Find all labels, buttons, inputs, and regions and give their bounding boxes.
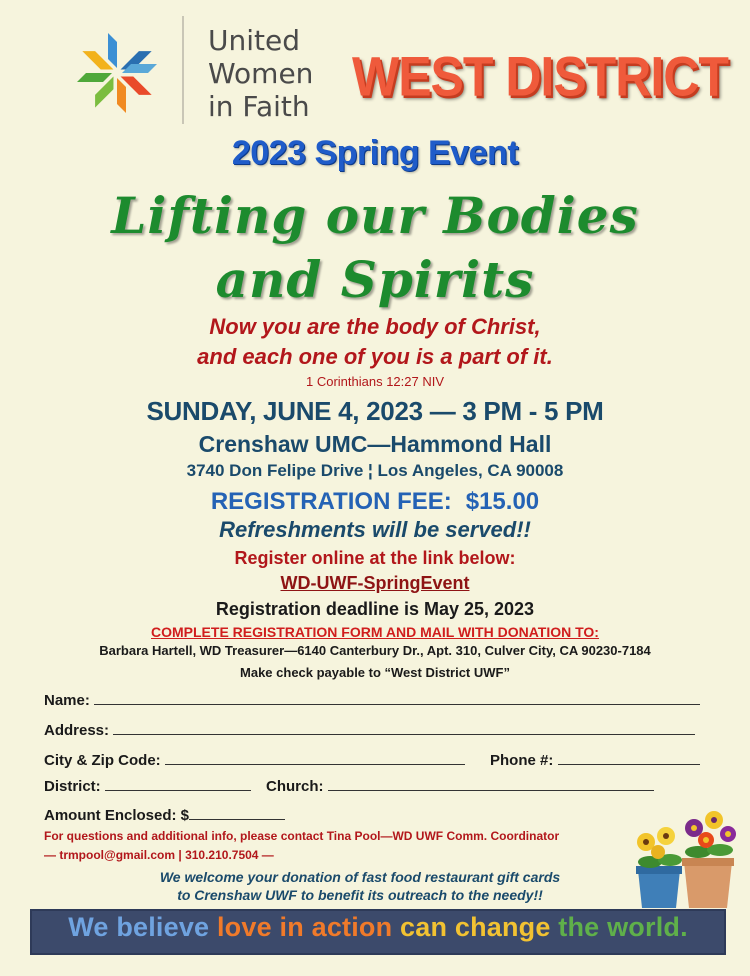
city-zip-field[interactable] (44, 750, 465, 769)
phone-line[interactable] (558, 750, 700, 765)
phone-label: Phone #: (490, 752, 554, 769)
flower-pots-icon (628, 806, 744, 910)
district-label: District: (44, 778, 101, 795)
amount-line[interactable] (189, 805, 285, 820)
name-label: Name: (44, 692, 90, 709)
headline-line-2: and Spirits (215, 250, 535, 309)
event-datetime: SUNDAY, JUNE 4, 2023 — 3 PM - 5 PM (146, 396, 604, 426)
contact-email-phone[interactable]: — trmpool@gmail.com | 310.210.7504 — (44, 848, 274, 862)
registration-link[interactable]: WD-UWF-SpringEvent (280, 573, 470, 593)
verse-line-1: Now you are the body of Christ, (209, 314, 541, 339)
register-online-text: Register online at the link below: (234, 548, 516, 568)
registration-fee (0, 488, 750, 516)
slogan-part-4: the world. (558, 912, 688, 942)
slogan-part-2: love in action (216, 912, 401, 942)
logo-line-3: in Faith (208, 90, 310, 123)
logo-divider (182, 16, 184, 124)
uwf-logo-icon (72, 28, 162, 118)
fee-label: REGISTRATION FEE: (210, 488, 452, 515)
amount-label: Amount Enclosed: $ (44, 807, 190, 824)
contact-info: For questions and additional info, please contact Tina Pool—WD UWF Comm. Coordinator (44, 829, 560, 843)
event-venue: Crenshaw UMC—Hammond Hall (198, 431, 552, 457)
fee-amount: $15.00 (465, 488, 540, 515)
church-field[interactable] (266, 776, 654, 795)
address-field[interactable] (44, 720, 695, 739)
phone-field[interactable] (490, 750, 700, 769)
donation-note-1: We welcome your donation of fast food restaurant gift cards (159, 869, 561, 885)
district-field[interactable] (44, 776, 251, 795)
church-line[interactable] (328, 776, 654, 791)
address-label: Address: (44, 722, 110, 739)
registration-deadline: Registration deadline is May 25, 2023 (215, 599, 535, 619)
slogan-part-3: can change (400, 912, 559, 942)
slogan-text (30, 912, 726, 943)
event-title: 2023 Spring Event (231, 134, 519, 172)
check-payable-note: Make check payable to “West District UWF” (240, 665, 510, 680)
refreshments-note: Refreshments will be served!! (219, 517, 531, 542)
donation-note-2: to Crenshaw UWF to benefit its outreach to the needy!! (177, 887, 543, 903)
name-line[interactable] (94, 690, 700, 705)
address-line[interactable] (113, 720, 695, 735)
logo-wordmark (208, 24, 313, 123)
name-field[interactable] (44, 690, 700, 709)
logo-line-1: United (208, 24, 300, 57)
mail-instruction: COMPLETE REGISTRATION FORM AND MAIL WITH DONATION TO: (151, 624, 599, 640)
treasurer-address: Barbara Hartell, WD Treasurer—6140 Canterbury Dr., Apt. 310, Culver City, CA 90230-7184 (99, 643, 651, 658)
district-line[interactable] (105, 776, 251, 791)
district-heading: WEST DISTRICT (352, 45, 728, 108)
city-zip-label: City & Zip Code: (44, 752, 161, 769)
venue-address: 3740 Don Felipe Drive ¦ Los Angeles, CA 90008 (186, 461, 564, 480)
church-label: Church: (266, 778, 324, 795)
headline-line-1: Lifting our Bodies (111, 186, 639, 245)
slogan-part-1: We believe (68, 912, 217, 942)
amount-field[interactable] (44, 805, 285, 824)
logo-line-2: Women (208, 57, 314, 90)
city-zip-line[interactable] (165, 750, 465, 765)
verse-reference: 1 Corinthians 12:27 NIV (305, 374, 445, 389)
verse-line-2: and each one of you is a part of it. (197, 344, 553, 369)
